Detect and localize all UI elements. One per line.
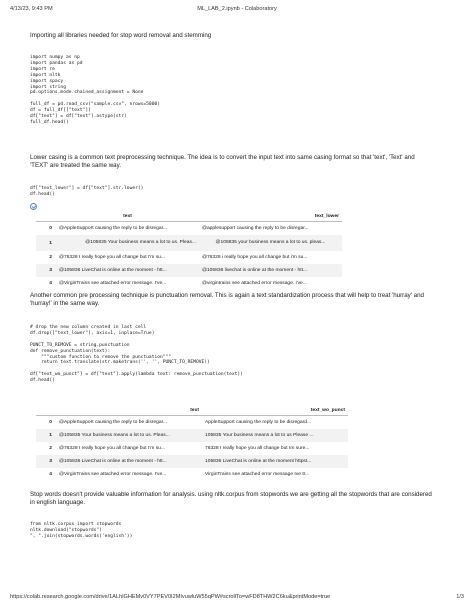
cell-text: @VirginTrains see attached error message. I've... [59, 472, 167, 477]
table-header-index [36, 402, 56, 416]
cell-text: @VirginTrains see attached error message. I've... [59, 281, 167, 286]
cell-text-wo-punct: 105836 LiveChat is online at the moment httpst... [202, 455, 348, 468]
cell-text: @AppleSupport causing the reply to be disregar... [59, 226, 168, 231]
row-index: 0 [49, 420, 52, 425]
code-cell-punctuation: # drop the new column created in last cell df.drop(["text_lower"], axis=1, inplace=True) PUNCT_TO_REMOVE = string.punctuation def remove_punctuation(text): """custom function to remove the punctuation""" return text.translate(str.maketrans('', '', PUNCT_TO_REMOVE)) df["text_wo_punct"] = df["text"].apply(lambda text: remove_punctuation(text)) df.head() [30, 325, 243, 384]
table-header-text: text [56, 208, 199, 222]
markdown-cell-stopwords: Stop words doesn't provide valuable information for analysis. using nltk.corpus from stopwords we are getting all the stopwords that are considered in english language. [30, 491, 432, 507]
table-row [36, 251, 342, 264]
cell-text: @105835 Your business means a lot to us. Pleas... [56, 429, 202, 442]
markdown-cell-lowercase: Lower casing is a common text preprocessing technique. The idea is to convert the input text into same casing format so that 'text', 'Text' and 'TEXT' are treated the same way. [30, 154, 415, 170]
cell-text-lower: @105836 livechat is online at the moment - htt... [199, 264, 342, 277]
dataframe-output-punctuation [36, 402, 348, 481]
table-header-text-wo-punct: text_wo_punct [202, 402, 348, 416]
table-header-text-lower: text_lower [199, 208, 342, 222]
print-url: https://colab.research.google.com/drive/1ALhlGHEMv0VY7PEV0I2MIvuwluW55qPW#scrollTo=wFD8THW2C6ku&printMode=true [10, 594, 331, 600]
row-index: 0 [49, 226, 52, 231]
table-row [36, 222, 342, 236]
print-page-number: 1/3 [456, 594, 464, 600]
row-index: 1 [36, 429, 56, 442]
table-row [36, 277, 342, 290]
markdown-cell-libraries: Importing all libraries needed for stop word removal and stemming [30, 32, 212, 39]
cell-text-wo-punct: AppleSupport causing the reply to be disregard... [205, 420, 312, 425]
table-row [36, 235, 342, 251]
cell-text-wo-punct: 76328 I really hope you all change but Im sure... [205, 446, 310, 451]
cell-text: @105835 Your business means a lot to us. Pleas... [56, 235, 199, 251]
table-header-text: text [56, 402, 202, 416]
cell-text: @AppleSupport causing the reply to be disregar... [59, 420, 168, 425]
code-cell-imports: import numpy as np import pandas as pd import re import nltk import spacy import string pd.options.mode.chained_assignment = None full_df = pd.read_csv("sample.csv", nrows=5000) df = full_df[["text"]] df["text"] = df["text"].astype(str) full_df.head() [30, 55, 160, 125]
table-row [36, 468, 348, 481]
cell-text-lower: @76328 i really hope you all change but i'm su... [202, 255, 308, 260]
code-cell-lowercase: df["text_lower"] = df["text"].str.lower() df.head() [30, 186, 144, 197]
print-datetime: 4/13/23, 9:43 PM [10, 6, 53, 12]
table-row [36, 264, 342, 277]
cell-text-lower: @105835 your business means a lot to us. pleas... [199, 235, 342, 251]
cell-text: @105836 LiveChat is online at the moment - htt... [56, 455, 202, 468]
row-index: 4 [49, 281, 52, 286]
row-index: 1 [36, 235, 56, 251]
cell-text-wo-punct: VirginTrains see attached error message Ive tr... [205, 472, 310, 477]
table-row [36, 442, 348, 455]
print-footer [10, 594, 464, 604]
cell-text: @105836 LiveChat is online at the moment - htt... [56, 264, 199, 277]
cell-text-wo-punct: 105835 Your business means a lot to us Please ... [202, 429, 348, 442]
row-index: 4 [49, 472, 52, 477]
dataframe-output-lowercase [36, 208, 342, 290]
markdown-cell-punctuation: Another common pre processing technique is punctuation removal. This is again a text standardization process that will help to treat 'hurray' and 'hurray!' in the same way. [30, 292, 424, 308]
print-title: ML_LAB_2.ipynb - Colaboratory [197, 6, 277, 12]
row-index: 2 [49, 446, 52, 451]
row-index: 3 [36, 264, 56, 277]
cell-text-lower: @virgintrains see attached error message. i've... [202, 281, 307, 286]
print-header [10, 6, 464, 16]
row-index: 2 [49, 255, 52, 260]
table-row [36, 429, 348, 442]
code-cell-stopwords: from nltk.corpus import stopwords nltk.download("stopwords") ", ".join(stopwords.words('english')) [30, 522, 133, 539]
table-row [36, 455, 348, 468]
table-row [36, 416, 348, 430]
cell-text: @76328 I really hope you all change but I'm su... [59, 255, 165, 260]
table-header-index [36, 208, 56, 222]
cell-text: @76328 I really hope you all change but I'm su... [59, 446, 165, 451]
row-index: 3 [36, 455, 56, 468]
cell-text-lower: @applesupport causing the reply to be disregar... [202, 226, 309, 231]
